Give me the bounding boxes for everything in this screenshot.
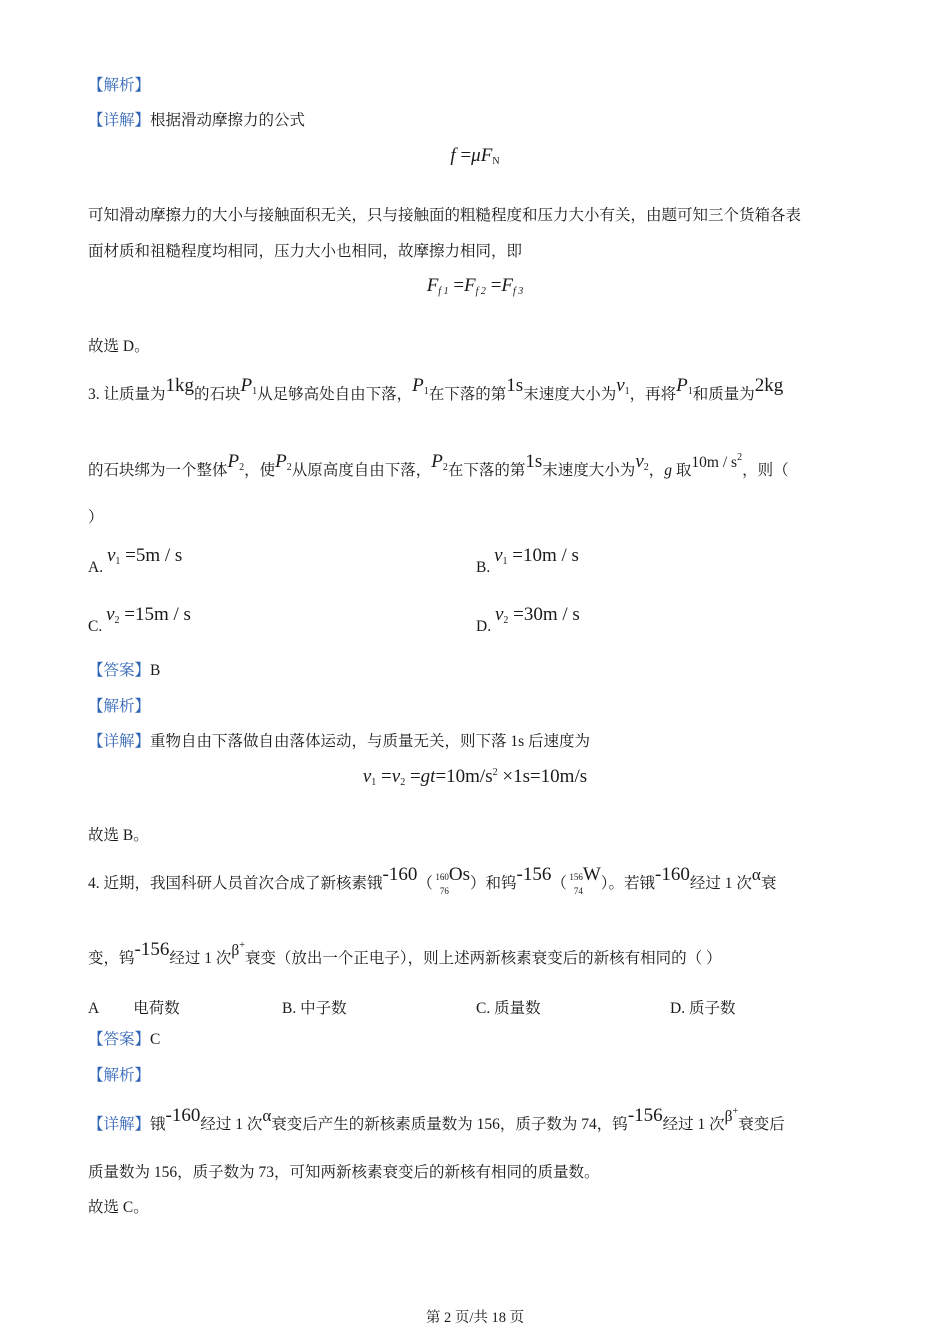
option-b: B. $v_1 =10m / s$: [476, 545, 579, 576]
velocity-formula: $v_1 =v_2 =gt=10m/s^2 \times 1s=10m/s$: [362, 766, 588, 788]
question-3-line-3: ）: [88, 509, 104, 526]
paragraph-line: 可知滑动摩擦力的大小与接触面积无关，只与接触面的粗糙程度和压力大小有关，由题可知三个货箱各表: [88, 207, 802, 224]
detail-line: 【详解】根据滑动摩擦力的公式: [88, 112, 306, 129]
answer-line: 【答案】C: [88, 1031, 161, 1048]
option-b: B. 中子数: [282, 1000, 347, 1017]
answer-label: 【答案】: [88, 662, 151, 679]
question-4-line-1: 4. 近期，我国科研人员首次合成了新核素锇-160（ 160 76 Os）和钨-156（ 156 74 W）。若锇-160经过 1 次α衰: [88, 864, 777, 896]
equal-friction-formula: $F_{f 1} =F_{f 2} =F_{f 3}$: [426, 275, 524, 297]
paragraph-line: 面材质和祖糙程度均相同，压力大小也相同，故摩擦力相同，即: [88, 243, 523, 260]
option-a: A. $v_1 =5m / s$: [88, 545, 183, 576]
analysis-label: 【解析】: [88, 1067, 151, 1084]
w-nuclide: 156 74: [569, 872, 583, 896]
question-4-line-2: 变，钨-156经过 1 次β+衰变（放出一个正电子），则上述两新核素衰变后的新核有相同的（ ）: [88, 939, 722, 967]
conclusion-line: 故选 B。: [88, 827, 149, 844]
answer-line: 【答案】B: [88, 662, 161, 679]
answer-label: 【答案】: [88, 1031, 151, 1048]
paragraph-line: 质量数为 156，质子数为 73，可知两新核素衰变后的新核有相同的质量数。: [88, 1164, 600, 1181]
analysis-label: 【解析】: [88, 77, 151, 94]
conclusion-line: 故选 D。: [88, 338, 150, 355]
question-3-line-1: 3. 让质量为1kg的石块$P_1$从足够高处自由下落，$P_1$在下落的第1s末速度大小为$v_1$，再将$P_1$和质量为2kg: [88, 375, 784, 403]
os-nuclide: 160 76: [435, 872, 449, 896]
detail-label: 【详解】: [88, 1116, 151, 1133]
detail-label: 【详解】: [88, 733, 151, 750]
option-c: C. $v_2 =15m / s$: [88, 604, 191, 635]
option-d: D. $v_2 =30m / s$: [476, 604, 580, 635]
conclusion-line: 故选 C。: [88, 1199, 149, 1216]
option-c: C. 质量数: [476, 1000, 541, 1017]
analysis-label: 【解析】: [88, 698, 151, 715]
detail-line: 【详解】锇-160经过 1 次α衰变后产生的新核素质量数为 156，质子数为 74，钨-156经过 1 次β+衰变后: [88, 1105, 785, 1133]
option-d: D. 质子数: [670, 1000, 736, 1017]
option-a: A 电荷数: [88, 1000, 180, 1017]
detail-line: 【详解】重物自由下落做自由落体运动，与质量无关，则下落 1s 后速度为: [88, 733, 591, 750]
detail-label: 【详解】: [88, 112, 151, 129]
page-footer: 第 2 页/共 18 页: [425, 1310, 525, 1326]
question-3-line-2: 的石块绑为一个整体$P_2$，使$P_2$从原高度自由下落，$P_2$在下落的第1s末速度大小为$v_2$，g 取$10m / s^2$，则（: [88, 451, 789, 479]
friction-formula: $f =\mu F_N$: [450, 145, 500, 167]
